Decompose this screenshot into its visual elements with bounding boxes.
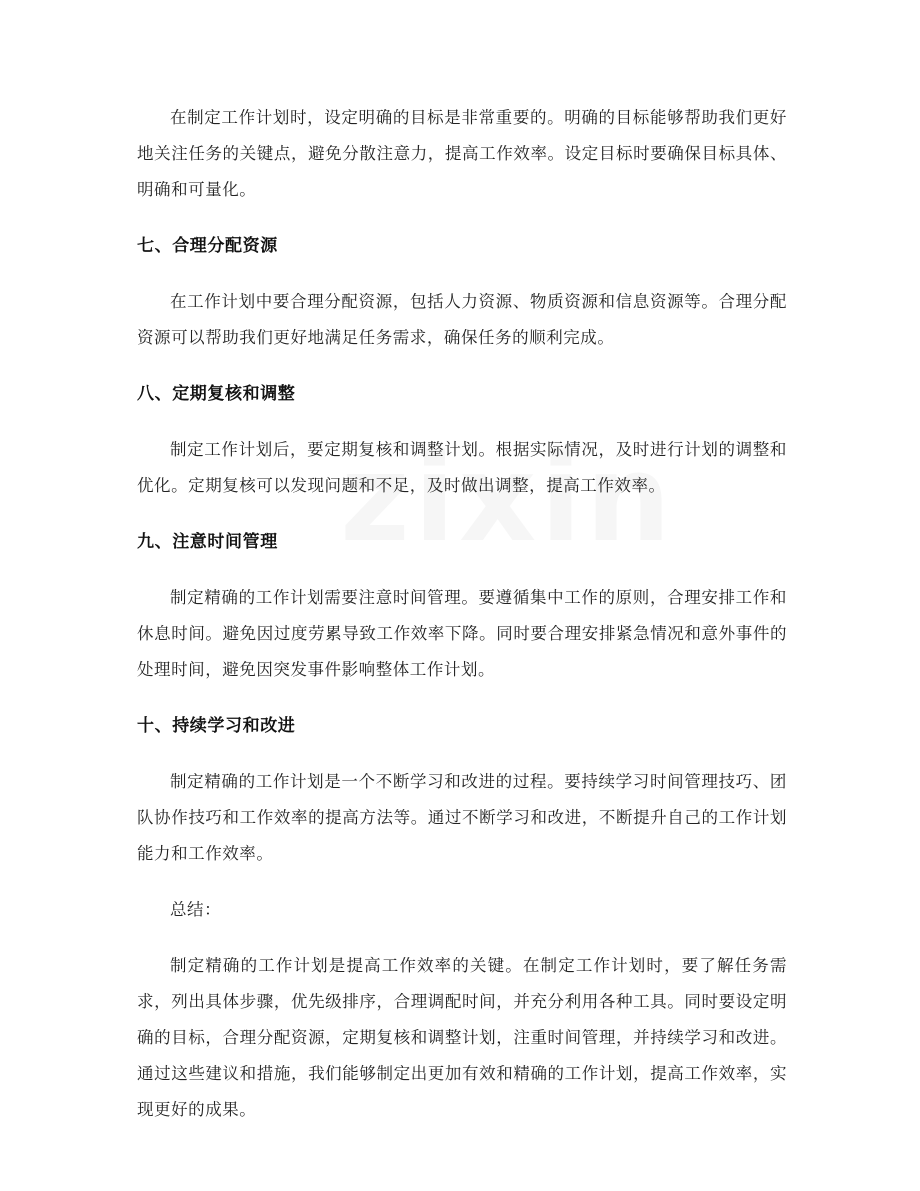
section-heading-9: 九、注意时间管理	[137, 532, 278, 552]
paragraph-time-management: 制定精确的工作计划需要注意时间管理。要遵循集中工作的原则，合理安排工作和休息时间。避免因过度劳累导致工作效率下降。同时要合理安排紧急情况和意外事件的处理时间，避免因突发事件影响整体工作计划。	[137, 588, 787, 679]
section-heading-8: 八、定期复核和调整	[137, 384, 296, 404]
paragraph-review-adjust: 制定工作计划后，要定期复核和调整计划。根据实际情况，及时进行计划的调整和优化。定期复核可以发现问题和不足，及时做出调整，提高工作效率。	[137, 440, 787, 495]
paragraph-summary: 制定精确的工作计划是提高工作效率的关键。在制定工作计划时，要了解任务需求，列出具体步骤，优先级排序，合理调配时间，并充分利用各种工具。同时要设定明确的目标，合理分配资源，定期复核和调整计划，注重时间管理，并持续学习和改进。通过这些建议和措施，我们能够制定出更加有效和精确的工作计划，提高工作效率，实现更好的成果。	[137, 956, 787, 1119]
document-body	[137, 100, 787, 1128]
paragraph-continuous-learning: 制定精确的工作计划是一个不断学习和改进的过程。要持续学习时间管理技巧、团队协作技巧和工作效率的提高方法等。通过不断学习和改进，不断提升自己的工作计划能力和工作效率。	[137, 772, 787, 863]
section-heading-10: 十、持续学习和改进	[137, 716, 296, 736]
summary-label: 总结：	[170, 900, 222, 919]
section-heading-7: 七、合理分配资源	[137, 236, 278, 256]
paragraph-resource-allocation: 在工作计划中要合理分配资源，包括人力资源、物质资源和信息资源等。合理分配资源可以帮助我们更好地满足任务需求，确保任务的顺利完成。	[137, 292, 787, 347]
paragraph-goal-setting: 在制定工作计划时，设定明确的目标是非常重要的。明确的目标能够帮助我们更好地关注任务的关键点，避免分散注意力，提高工作效率。设定目标时要确保目标具体、明确和可量化。	[137, 108, 787, 199]
